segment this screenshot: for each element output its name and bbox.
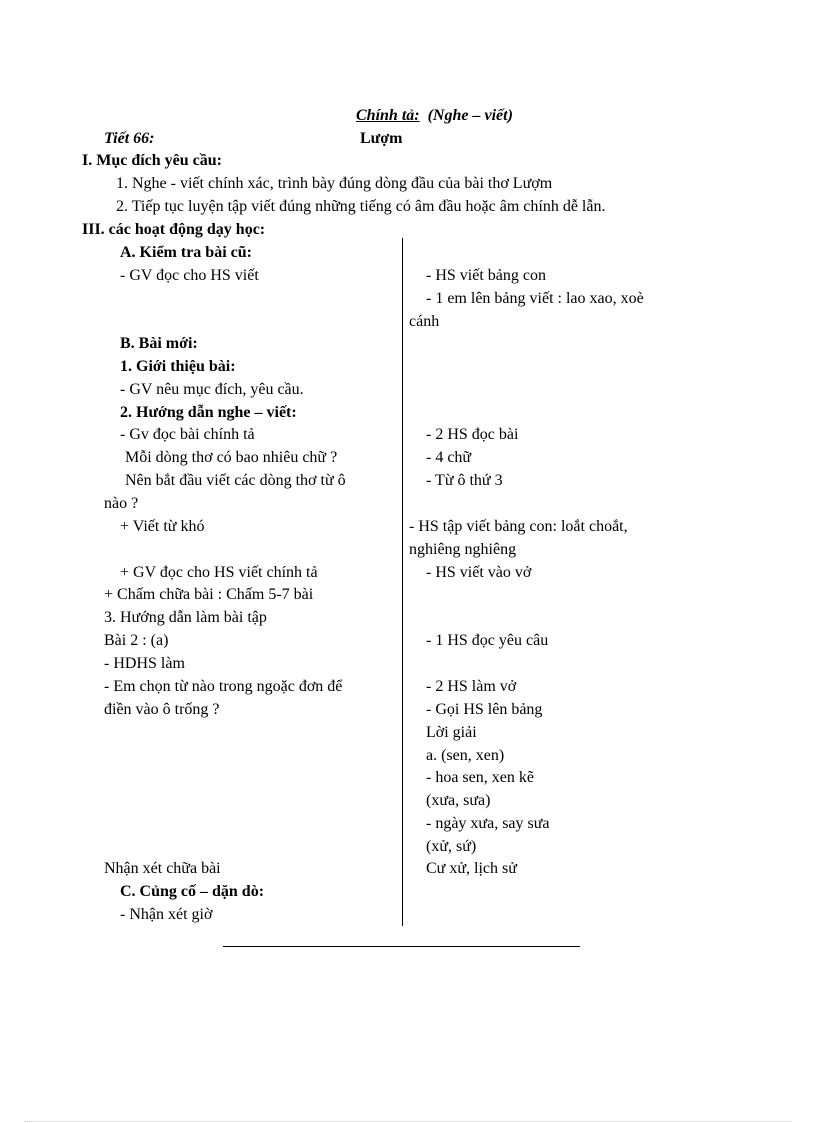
- part-c-heading: C. Củng cố – dặn dò:: [120, 883, 265, 900]
- student-line-13: Lời giải: [426, 724, 477, 741]
- student-line-4: - 2 HS đọc bài: [426, 426, 519, 443]
- part-b2-line-1: - Gv đọc bài chính tả: [120, 426, 255, 443]
- column-divider: [402, 238, 403, 926]
- part-b2-line-5: + Viết từ khó: [120, 518, 205, 535]
- student-line-9: - HS viết vào vở: [426, 564, 532, 581]
- exercise-heading: 3. Hướng dẫn làm bài tập: [104, 609, 267, 626]
- review-line: Nhận xét chữa bài: [104, 860, 221, 877]
- student-line-6: - Từ ô thứ 3: [426, 472, 503, 489]
- part-b2-line-4: nào ?: [104, 495, 139, 512]
- part-b-heading: B. Bài mới:: [120, 335, 198, 352]
- part-a-heading: A. Kiểm tra bài cũ:: [120, 244, 252, 261]
- student-line-15: - hoa sen, xen kẽ: [426, 769, 534, 786]
- student-line-7: - HS tập viết bảng con: loắt choắt,: [409, 518, 628, 535]
- part-b1-teacher: - GV nêu mục đích, yêu cầu.: [120, 381, 304, 398]
- student-line-8: nghiêng nghiêng: [409, 541, 517, 558]
- end-rule: [223, 946, 580, 947]
- student-line-12: - Gọi HS lên bảng: [426, 701, 543, 718]
- student-line-10: - 1 HS đọc yêu câu: [426, 632, 549, 649]
- page-bottom-edge: [24, 1121, 792, 1122]
- part-b2-line-6: + GV đọc cho HS viết chính tả: [120, 564, 318, 581]
- part-b2-line-3: Nên bắt đầu viết các dòng thơ từ ô: [125, 472, 346, 489]
- student-line-16: (xưa, sưa): [426, 792, 491, 809]
- section-3-heading: III. các hoạt động dạy học:: [82, 221, 266, 238]
- student-line-17: - ngày xưa, say sưa: [426, 815, 550, 832]
- student-line-3: cánh: [409, 313, 440, 330]
- student-line-18: (xử, sứ): [426, 838, 477, 855]
- student-line-2: - 1 em lên bảng viết : lao xao, xoè: [426, 290, 644, 307]
- exercise-guide: - HDHS làm: [104, 655, 185, 672]
- period-label: Tiết 66:: [104, 130, 155, 147]
- exercise-2-label: Bài 2 : (a): [104, 632, 169, 649]
- student-line-19: Cư xử, lịch sử: [426, 860, 517, 877]
- part-b1-heading: 1. Giới thiệu bài:: [120, 358, 236, 375]
- part-b2-heading: 2. Hướng dẫn nghe – viết:: [120, 404, 297, 421]
- objective-2: 2. Tiếp tục luyện tập viết đúng những tiếng có âm đầu hoặc âm chính dễ lẫn.: [116, 198, 606, 215]
- lesson-subject-line: [356, 106, 513, 126]
- part-c-line: - Nhận xét giờ: [120, 906, 213, 923]
- section-1-heading: I. Mục đích yêu cầu:: [82, 152, 222, 169]
- grading-line: + Chấm chữa bài : Chấm 5-7 bài: [104, 586, 314, 603]
- student-line-14: a. (sen, xen): [426, 747, 505, 764]
- exercise-question-1: - Em chọn từ nào trong ngoặc đơn để: [104, 678, 343, 695]
- student-line-5: - 4 chữ: [426, 449, 472, 466]
- part-b2-line-2: Mỗi dòng thơ có bao nhiêu chữ ?: [125, 449, 338, 466]
- student-line-11: - 2 HS làm vở: [426, 678, 517, 695]
- lesson-title: Lượm: [360, 130, 403, 147]
- objective-1: 1. Nghe - viết chính xác, trình bày đúng dòng đầu của bài thơ Lượm: [116, 175, 553, 192]
- part-a-teacher: - GV đọc cho HS viết: [120, 267, 259, 284]
- mode-label: (Nghe – viết): [427, 107, 513, 124]
- subject-label: Chính tả:: [356, 107, 420, 124]
- student-line-1: - HS viết bảng con: [426, 267, 546, 284]
- exercise-question-2: điền vào ô trống ?: [104, 701, 220, 718]
